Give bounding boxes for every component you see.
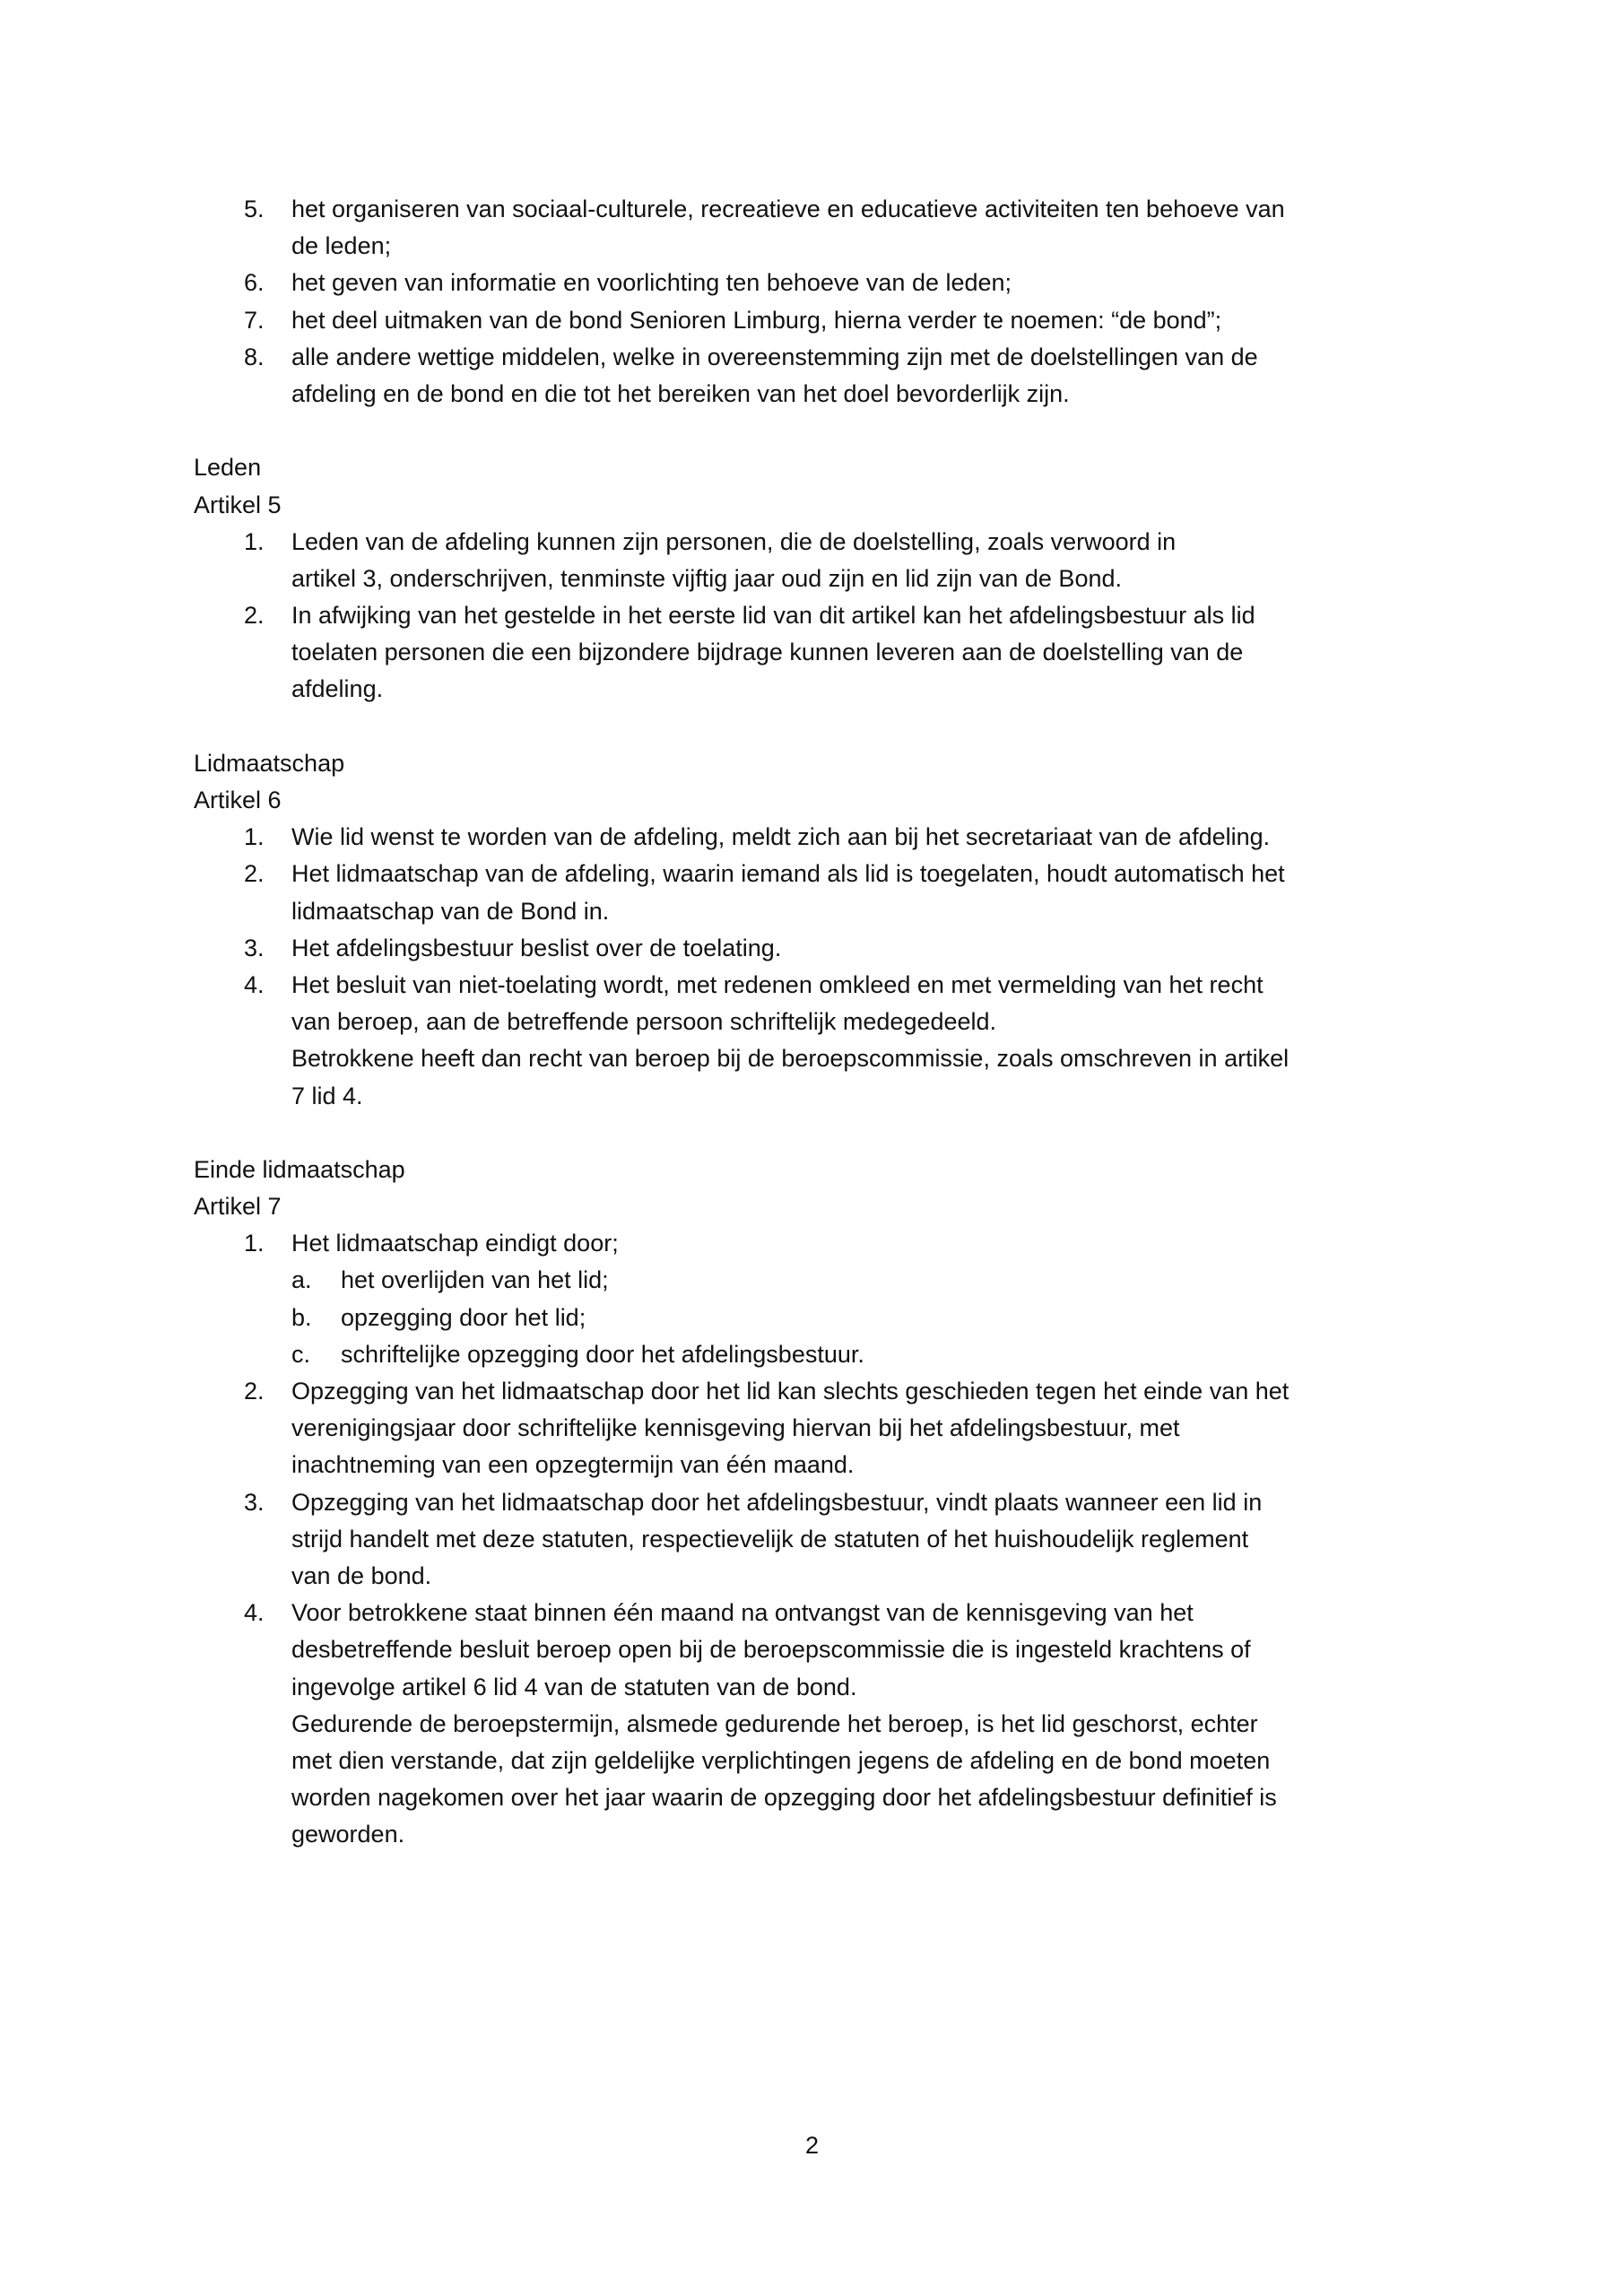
list-text-continued: ingevolge artikel 6 lid 4 van de statuten van de bond. <box>291 1673 857 1700</box>
list-item <box>194 302 1467 339</box>
sub-list-text: opzegging door het lid; <box>341 1303 586 1331</box>
list-number: 3. <box>244 1488 265 1516</box>
list-number: 8. <box>244 343 265 370</box>
list-item <box>194 1373 1467 1410</box>
list-text: het deel uitmaken van de bond Senioren Limburg, hierna verder te noemen: “de bond”; <box>291 306 1222 334</box>
section-title: Einde lidmaatschap <box>194 1155 405 1183</box>
list-text-continued: 7 lid 4. <box>291 1082 363 1109</box>
list-text-continued: artikel 3, onderschrijven, tenminste vijftig jaar oud zijn en lid zijn van de Bond. <box>291 564 1122 592</box>
list-text: Het lidmaatschap eindigt door; <box>291 1230 619 1257</box>
list-text-continued: inachtneming van een opzegtermijn van één maand. <box>291 1451 855 1479</box>
list-text-continued: de leden; <box>291 232 392 260</box>
list-item <box>194 265 1467 301</box>
sub-list-letter: b. <box>291 1303 312 1331</box>
sub-list-text: schriftelijke opzegging door het afdelingsbestuur. <box>341 1340 864 1368</box>
list-number: 4. <box>244 970 265 998</box>
section-title: Leden <box>194 454 262 482</box>
list-text-continued: Gedurende de beroepstermijn, alsmede gedurende het beroep, is het lid geschorst, echter <box>291 1709 1258 1737</box>
list-item <box>194 524 1467 561</box>
sub-list-item <box>194 1262 1467 1299</box>
list-text-continued: worden nagekomen over het jaar waarin de opzegging door het afdelingsbestuur definitief is <box>291 1784 1277 1812</box>
list-text-continued: desbetreffende besluit beroep open bij de beroepscommissie die is ingesteld krachtens of <box>291 1636 1251 1664</box>
list-number: 4. <box>244 1599 265 1627</box>
article-label: Artikel 5 <box>194 491 282 518</box>
list-item <box>194 597 1467 634</box>
list-text: Het besluit van niet-toelating wordt, met redenen omkleed en met vermelding van het recht <box>291 970 1264 998</box>
list-item <box>194 1484 1467 1521</box>
list-text: Voor betrokkene staat binnen één maand na ontvangst van de kennisgeving van het <box>291 1599 1194 1627</box>
article-label: Artikel 6 <box>194 787 282 813</box>
page-number: 2 <box>804 2132 820 2159</box>
list-text: Wie lid wenst te worden van de afdeling, meldt zich aan bij het secretariaat van de afdeling. <box>291 823 1271 851</box>
section-einde-lidmaatschap <box>194 1152 1467 1854</box>
list-text-continued: afdeling. <box>291 675 384 703</box>
list-item <box>194 856 1467 892</box>
list-text-continued: afdeling en de bond en die tot het bereiken van het doel bevorderlijk zijn. <box>291 379 1070 407</box>
sub-list-item <box>194 1336 1467 1373</box>
list-item <box>194 930 1467 967</box>
list-item <box>194 339 1467 376</box>
list-text-continued: verenigingsjaar door schriftelijke kennisgeving hiervan bij het afdelingsbestuur, met <box>291 1414 1180 1442</box>
list-number: 1. <box>244 1230 265 1257</box>
section-title: Lidmaatschap <box>194 749 345 777</box>
list-text-continued: lidmaatschap van de Bond in. <box>291 897 610 925</box>
list-text: alle andere wettige middelen, welke in overeenstemming zijn met de doelstellingen van de <box>291 343 1258 370</box>
sub-list-letter: c. <box>291 1340 311 1368</box>
sub-list-text: het overlijden van het lid; <box>341 1266 609 1294</box>
list-number: 7. <box>244 306 265 334</box>
list-text-continued: van de bond. <box>291 1561 432 1589</box>
list-text: Opzegging van het lidmaatschap door het afdelingsbestuur, vindt plaats wanneer een lid in <box>291 1488 1263 1516</box>
list-number: 1. <box>244 823 265 851</box>
list-item <box>194 967 1467 1004</box>
list-text: het organiseren van sociaal-culturele, recreatieve en educatieve activiteiten ten behoeve van <box>291 196 1285 222</box>
document-page <box>194 191 1467 1853</box>
list-text: Het afdelingsbestuur beslist over de toelating. <box>291 934 782 961</box>
list-text-continued: met dien verstande, dat zijn geldelijke verplichtingen jegens de afdeling en de bond moeten <box>291 1746 1271 1774</box>
list-text: het geven van informatie en voorlichting ten behoeve van de leden; <box>291 269 1012 297</box>
list-number: 3. <box>244 934 265 961</box>
list-text-continued: toelaten personen die een bijzondere bijdrage kunnen leveren aan de doelstelling van de <box>291 639 1244 666</box>
list-item <box>194 819 1467 856</box>
list-text-continued: strijd handelt met deze statuten, respectievelijk de statuten of het huishoudelijk reglement <box>291 1525 1249 1552</box>
list-text-continued: Betrokkene heeft dan recht van beroep bij de beroepscommissie, zoals omschreven in artikel <box>291 1045 1290 1073</box>
sub-list-letter: a. <box>291 1266 312 1294</box>
list-text: Opzegging van het lidmaatschap door het lid kan slechts geschieden tegen het einde van het <box>291 1378 1290 1405</box>
continued-list <box>194 191 1467 413</box>
list-text-continued: geworden. <box>291 1821 405 1848</box>
section-leden <box>194 449 1467 708</box>
section-lidmaatschap <box>194 745 1467 1115</box>
list-item <box>194 1595 1467 1631</box>
list-text: In afwijking van het gestelde in het eerste lid van dit artikel kan het afdelingsbestuur als lid <box>291 602 1255 630</box>
list-number: 2. <box>244 1378 265 1405</box>
list-number: 1. <box>244 527 265 555</box>
list-number: 5. <box>244 196 265 222</box>
list-number: 2. <box>244 860 265 888</box>
list-item <box>194 191 1467 228</box>
list-number: 6. <box>244 269 265 297</box>
list-item <box>194 1225 1467 1262</box>
article-label: Artikel 7 <box>194 1193 282 1221</box>
list-number: 2. <box>244 602 265 630</box>
sub-list-item <box>194 1300 1467 1336</box>
list-text-continued: van beroep, aan de betreffende persoon schriftelijk medegedeeld. <box>291 1008 997 1036</box>
list-text: Leden van de afdeling kunnen zijn personen, die de doelstelling, zoals verwoord in <box>291 527 1177 555</box>
list-text: Het lidmaatschap van de afdeling, waarin iemand als lid is toegelaten, houdt automatisch het <box>291 860 1285 888</box>
